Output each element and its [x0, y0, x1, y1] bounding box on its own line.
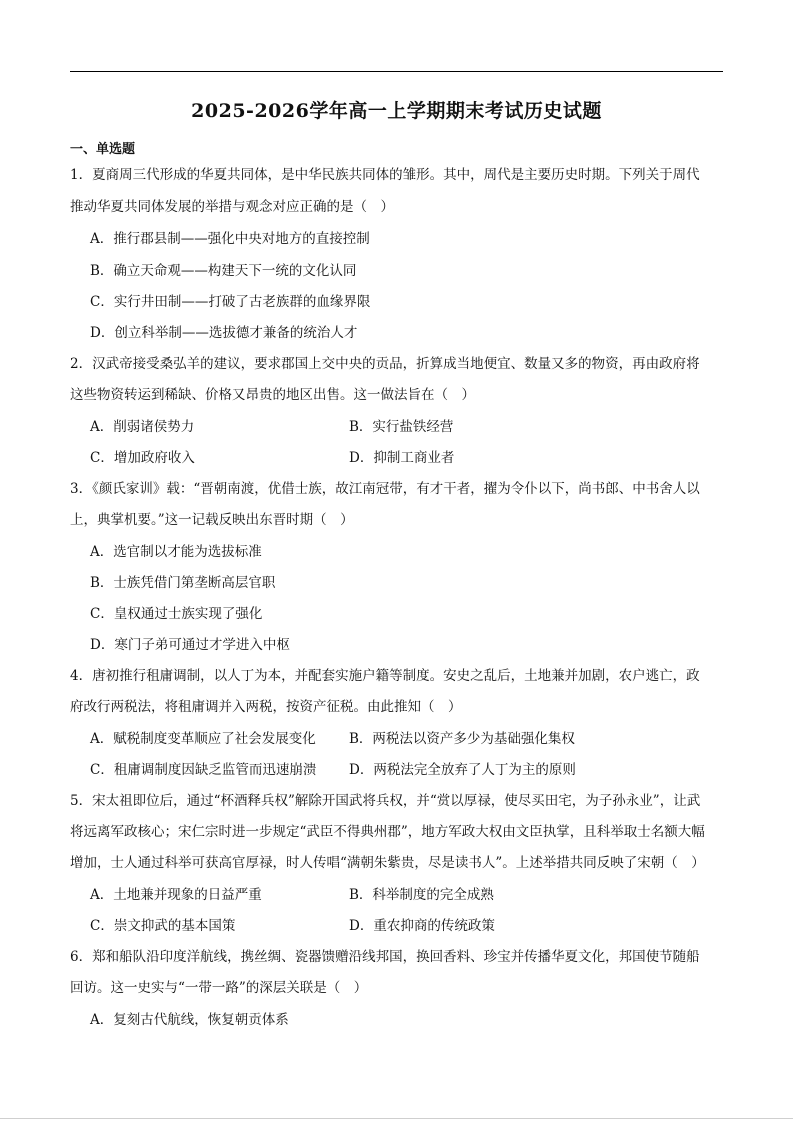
- question-3-option-b: B．士族凭借门第垄断高层官职: [90, 575, 276, 591]
- question-5-option-d: D．重农抑商的传统政策: [349, 918, 495, 934]
- question-2-stem-line-2: 这些物资转运到稀缺、价格又昂贵的地区出售。这一做法旨在（ ）: [70, 387, 475, 403]
- question-1-option-b: B．确立天命观——构建天下一统的文化认同: [90, 263, 357, 279]
- question-5-option-b: B．科举制度的完全成熟: [349, 887, 494, 903]
- question-2-option-d: D．抑制工商业者: [349, 450, 455, 466]
- question-5-stem-line-2: 将远离军政核心；宋仁宗时进一步规定“武臣不得典州郡”，地方军政大权由文臣执掌，且科举取士名额大幅: [70, 824, 705, 840]
- header-rule: [70, 71, 723, 72]
- question-1-option-d: D．创立科举制——选拔德才兼备的统治人才: [90, 325, 358, 341]
- question-4-option-d: D．两税法完全放弃了人丁为主的原则: [349, 762, 576, 778]
- question-5-stem-line-3: 增加，士人通过科举可获高官厚禄，时人传唱“满朝朱紫贵，尽是读书人”。上述举措共同反映了宋朝（ ）: [70, 855, 705, 871]
- question-1-stem-line-2: 推动华夏共同体发展的举措与观念对应正确的是（ ）: [70, 199, 394, 215]
- question-1-option-c: C．实行井田制——打破了古老族群的血缘界限: [90, 294, 371, 310]
- question-6-stem-line-2: 回访。这一史实与“一带一路”的深层关联是（ ）: [70, 980, 368, 996]
- question-1-option-a: A．推行郡县制——强化中央对地方的直接控制: [90, 231, 370, 247]
- question-4-option-b: B．两税法以资产多少为基础强化集权: [349, 731, 575, 747]
- question-3-stem-line-1: 3．《颜氏家训》载：“晋朝南渡，优借士族，故江南冠带，有才干者，擢为令仆以下，尚书郎、中书舍人以: [70, 481, 700, 497]
- question-3-option-c: C．皇权通过士族实现了强化: [90, 606, 263, 622]
- question-3-stem-line-2: 上，典掌机要。”这一记载反映出东晋时期（ ）: [70, 512, 354, 528]
- question-5-stem-line-1: 5．宋太祖即位后，通过“杯酒释兵权”解除开国武将兵权，并“赏以厚禄，使尽买田宅，为子孙永业”，让武: [70, 793, 701, 809]
- section-heading: 一、单选题: [70, 142, 136, 157]
- question-5-option-a: A．土地兼并现象的日益严重: [90, 887, 262, 903]
- question-4-stem-line-2: 府改行两税法，将租庸调并入两税，按资产征税。由此推知（ ）: [70, 699, 462, 715]
- question-6-stem-line-1: 6．郑和船队沿印度洋航线，携丝绸、瓷器馈赠沿线邦国，换回香料、珍宝并传播华夏文化，邦国使节随船: [70, 949, 700, 965]
- question-4-option-a: A．赋税制度变革顺应了社会发展变化: [90, 731, 316, 747]
- footer-rule: [0, 1118, 793, 1119]
- question-5-option-c: C．崇文抑武的基本国策: [90, 918, 236, 934]
- question-2-option-b: B．实行盐铁经营: [349, 419, 454, 435]
- page-title: 2025-2026学年高一上学期期末考试历史试题: [191, 100, 602, 122]
- question-3-option-d: D．寒门子弟可通过才学进入中枢: [90, 637, 290, 653]
- question-6-option-a: A．复刻古代航线，恢复朝贡体系: [90, 1012, 289, 1028]
- question-2-stem-line-1: 2．汉武帝接受桑弘羊的建议，要求郡国上交中央的贡品，折算成当地便宜、数量又多的物资，再由政府将: [70, 356, 700, 372]
- question-4-stem-line-1: 4．唐初推行租庸调制，以人丁为本，并配套实施户籍等制度。安史之乱后，土地兼并加剧，农户逃亡，政: [70, 668, 700, 684]
- question-1-stem-line-1: 1．夏商周三代形成的华夏共同体，是中华民族共同体的雏形。其中，周代是主要历史时期。下列关于周代: [70, 167, 700, 183]
- question-2-option-a: A．削弱诸侯势力: [90, 419, 195, 435]
- question-2-option-c: C．增加政府收入: [90, 450, 195, 466]
- question-3-option-a: A．选官制以才能为选拔标准: [90, 544, 262, 560]
- question-4-option-c: C．租庸调制度因缺乏监管而迅速崩溃: [90, 762, 317, 778]
